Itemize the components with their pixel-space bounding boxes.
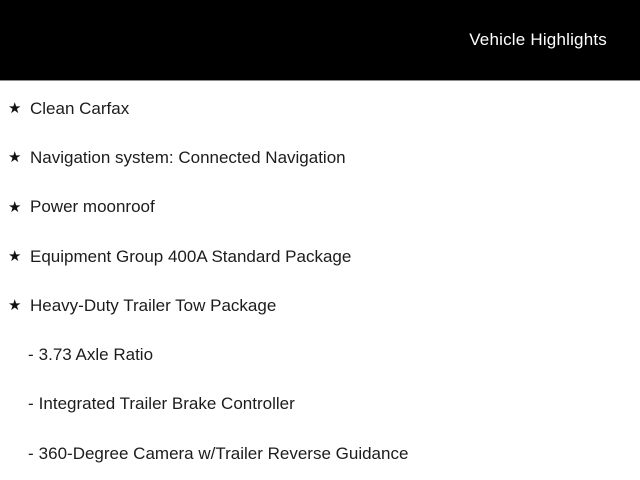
- item-label: Power moonroof: [30, 197, 155, 217]
- item-label: Heavy-Duty Trailer Tow Package: [30, 295, 277, 315]
- star-bullet-icon: ★: [8, 198, 22, 216]
- item-label: 3.73 Axle Ratio: [38, 345, 154, 365]
- item-label: Equipment Group 400A Standard Package: [30, 246, 352, 266]
- dash-bullet: -: [28, 443, 34, 463]
- highlights-list: [0, 81, 640, 478]
- star-bullet-icon: ★: [8, 149, 22, 167]
- sub-list-item: [0, 429, 640, 478]
- header-bar: [0, 0, 640, 81]
- list-item: [0, 133, 640, 182]
- item-label: Clean Carfax: [30, 98, 130, 118]
- page-title: Vehicle Highlights: [469, 30, 607, 49]
- item-label: Integrated Trailer Brake Controller: [38, 394, 295, 414]
- list-item: [0, 183, 640, 232]
- star-bullet-icon: ★: [8, 100, 22, 118]
- sub-list-item: [0, 380, 640, 429]
- list-item: [0, 232, 640, 281]
- list-item: [0, 281, 640, 330]
- sub-list-item: [0, 330, 640, 379]
- list-item: [0, 84, 640, 133]
- star-bullet-icon: ★: [8, 297, 22, 315]
- item-label: Navigation system: Connected Navigation: [30, 147, 346, 167]
- dash-bullet: -: [28, 345, 34, 365]
- star-bullet-icon: ★: [8, 248, 22, 266]
- item-label: 360-Degree Camera w/Trailer Reverse Guidance: [38, 443, 409, 463]
- dash-bullet: -: [28, 394, 34, 414]
